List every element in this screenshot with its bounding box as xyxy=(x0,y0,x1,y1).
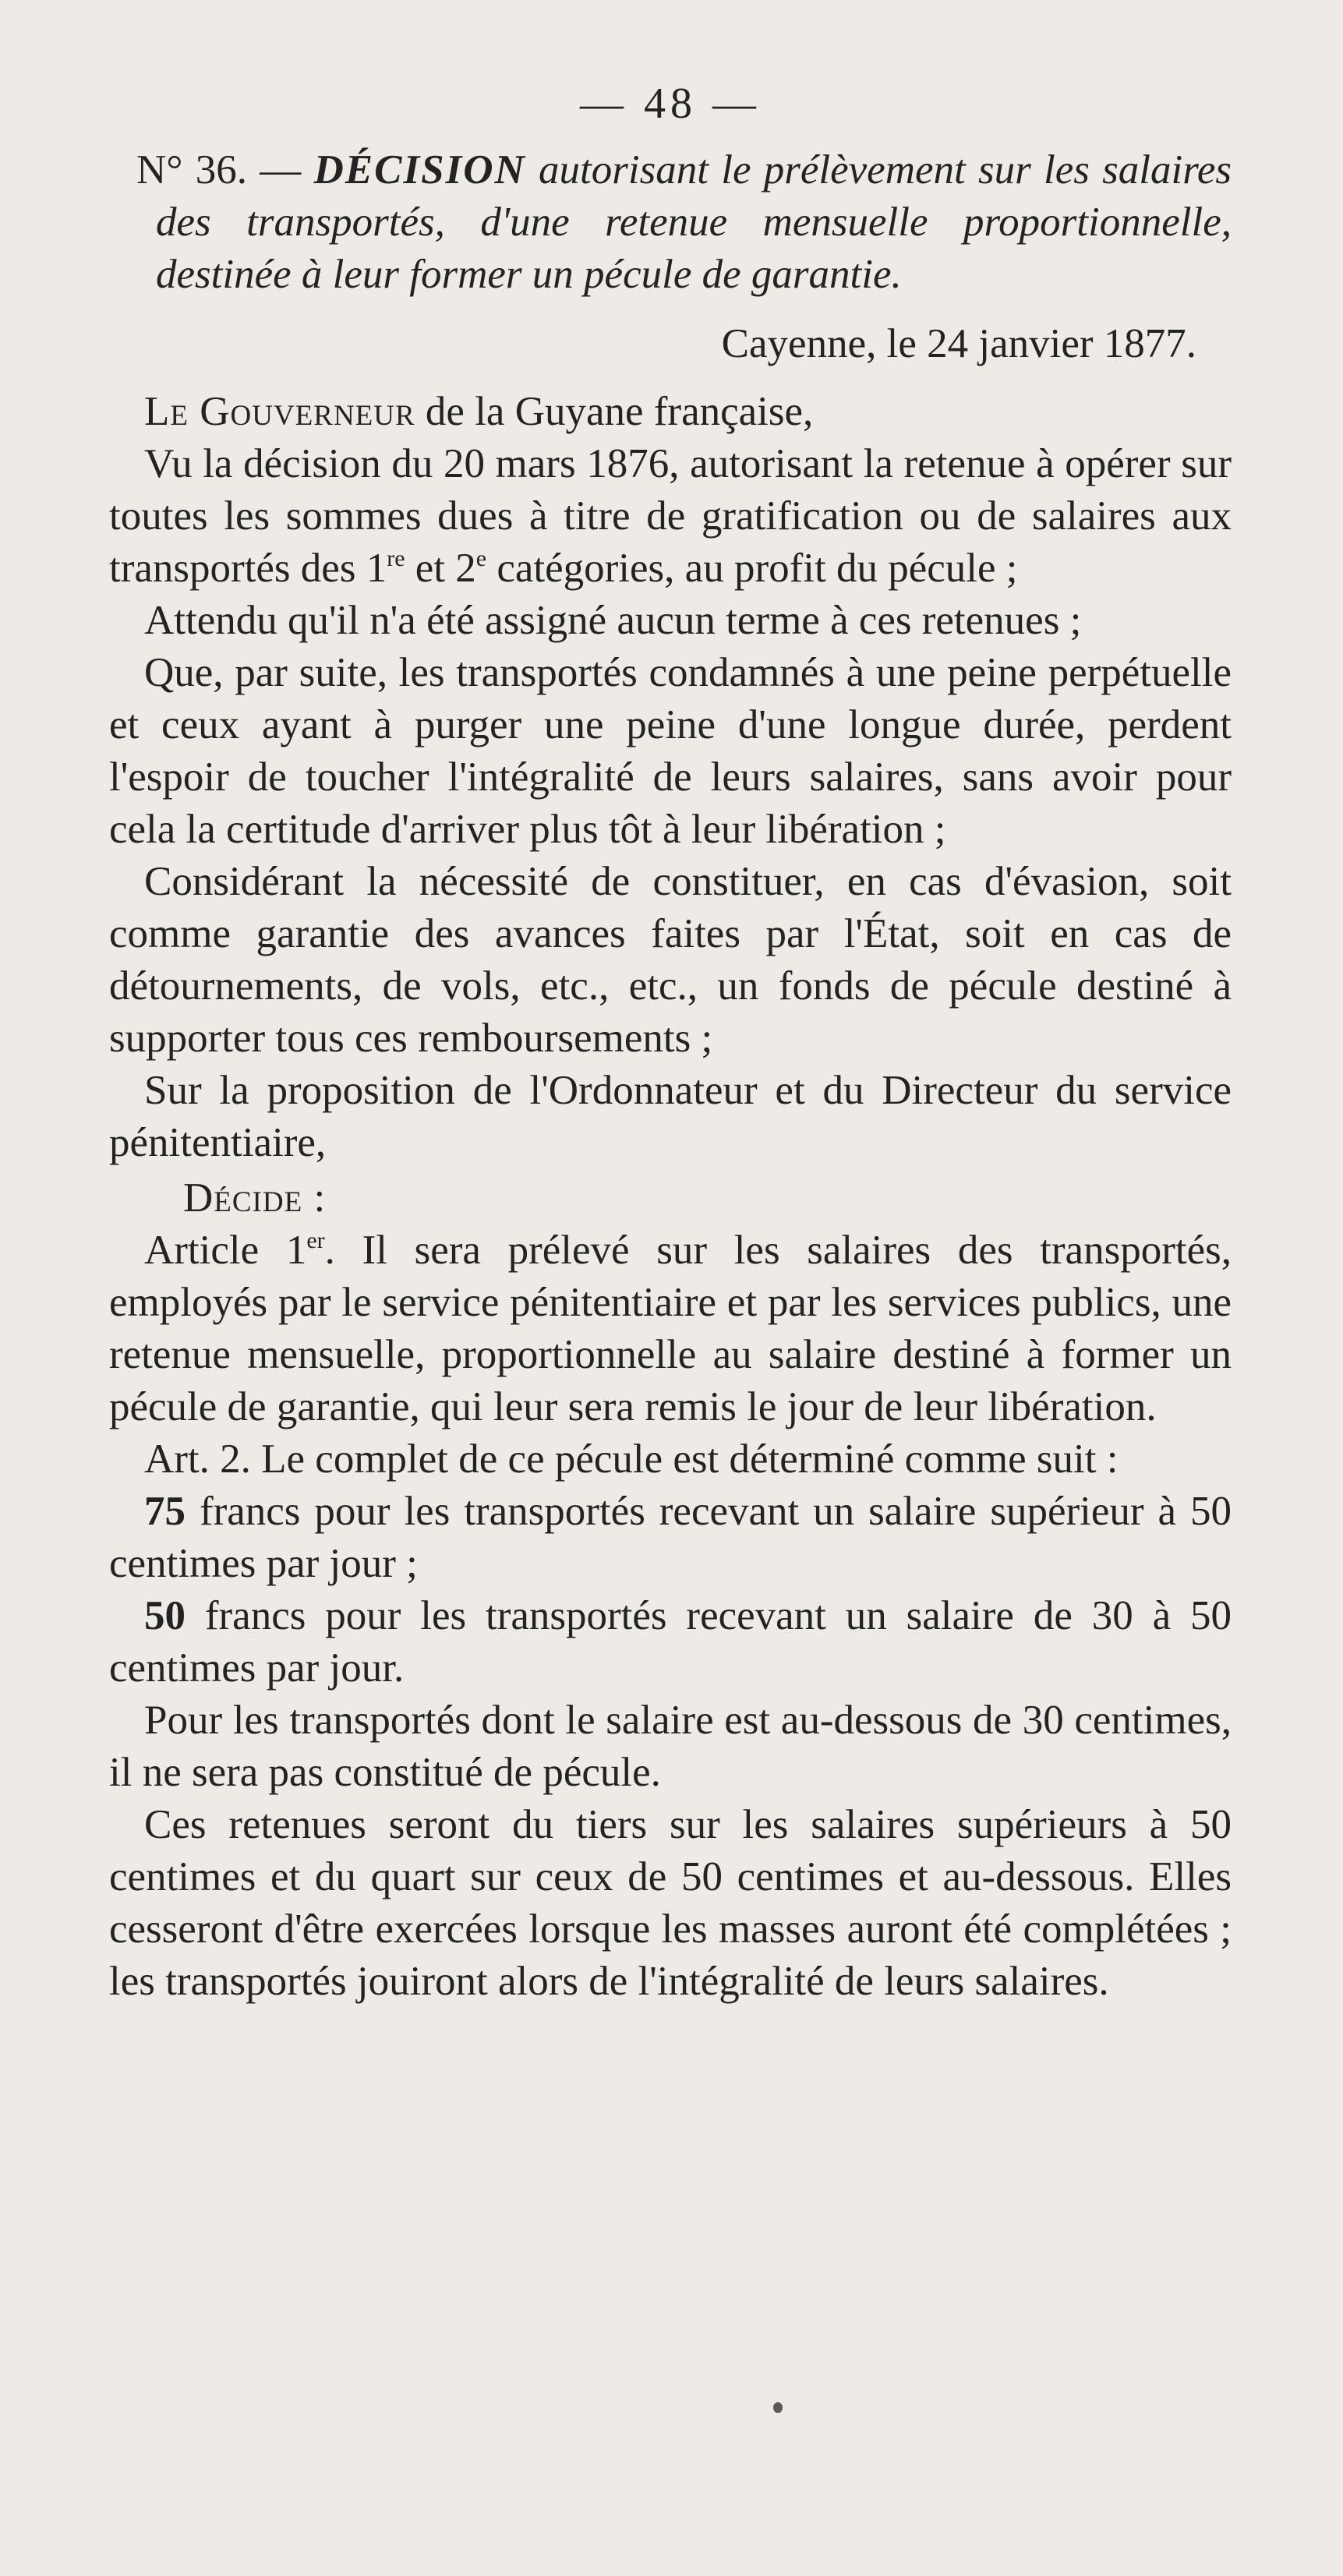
page-speck xyxy=(773,2402,783,2413)
item-50-francs xyxy=(109,1590,1232,1694)
decide-heading: Décide : xyxy=(183,1175,327,1221)
article-1-label: Article 1 xyxy=(144,1228,307,1273)
item-50-number: 50 xyxy=(144,1593,186,1638)
article-1 xyxy=(109,1224,1232,1433)
article-1-text: . Il sera prélevé sur les salaires des transportés, employés par le service pénitentiaire et par les services publics, une retenue mensuelle, proportionnelle au salaire destiné à former un pécule de garantie, qui leur sera remis le jour de leur libération. xyxy=(109,1228,1232,1429)
considerant-considerant: Considérant la nécessité de constituer, en cas d'évasion, soit comme garantie des avances faites par l'État, soit en cas de détournements, de vols, etc., etc., un fonds de pécule destiné à supporter tous ces remboursements ; xyxy=(109,859,1232,1061)
considerant-attendu: Attendu qu'il n'a été assigné aucun terme à ces retenues ; xyxy=(144,598,1082,643)
item-75-text: francs pour les transportés recevant un salaire supérieur à 50 centimes par jour ; xyxy=(109,1489,1232,1586)
decision-keyword: DÉCISION xyxy=(313,147,526,193)
decision-title xyxy=(109,144,1232,301)
item-75-francs xyxy=(109,1486,1232,1590)
considerant-vu xyxy=(109,438,1232,595)
decision-subject: autorisant le prélèvement sur les salaires des transportés, d'une retenue mensuelle proportionnelle, destinée à leur former un pécule de garantie. xyxy=(156,147,1232,297)
superscript-e: e xyxy=(475,546,487,571)
gouverneur-line xyxy=(109,386,1232,438)
closing-paragraph-1: Pour les transportés dont le salaire est au-dessous de 30 centimes, il ne sera pas constitué de pécule. xyxy=(109,1698,1232,1795)
gouverneur-rest: de la Guyane française, xyxy=(425,389,814,434)
decision-number: N° 36. — xyxy=(136,147,302,193)
gouverneur-title: Le Gouverneur xyxy=(144,389,415,434)
item-50-text: francs pour les transportés recevant un salaire de 30 à 50 centimes par jour. xyxy=(109,1593,1232,1691)
considerant-vu-end: catégories, au profit du pécule ; xyxy=(486,546,1018,591)
running-head: — 48 — xyxy=(580,80,761,128)
superscript-er: er xyxy=(306,1228,325,1253)
closing-paragraph-2: Ces retenues seront du tiers sur les salaires supérieurs à 50 centimes et du quart sur ceux de 50 centimes et au-dessous. Elles cesseront d'être exercées lorsque les masses auront été complétées ; les transportés jouiront alors de l'intégralité de leurs salaires. xyxy=(109,1802,1232,2004)
document-page xyxy=(109,78,1232,2008)
considerant-vu-text: Vu la décision du 20 mars 1876, autorisant la retenue à opérer sur toutes les sommes dues à titre de gratification ou de salaires aux transportés des 1 xyxy=(109,441,1232,591)
item-75-number: 75 xyxy=(144,1489,186,1534)
considerant-que: Que, par suite, les transportés condamnés à une peine perpétuelle et ceux ayant à purger une peine d'une longue durée, perdent l'espoir de toucher l'intégralité de leurs salaires, sans avoir pour cela la certitude d'arriver plus tôt à leur libération ; xyxy=(109,650,1232,852)
superscript-re: re xyxy=(387,546,405,571)
considerant-proposition: Sur la proposition de l'Ordonnateur et du Directeur du service pénitentiaire, xyxy=(109,1068,1232,1165)
article-2: Art. 2. Le complet de ce pécule est déterminé comme suit : xyxy=(144,1436,1119,1482)
considerant-vu-middle: et 2 xyxy=(405,546,476,591)
dateline: Cayenne, le 24 janvier 1877. xyxy=(721,321,1196,366)
